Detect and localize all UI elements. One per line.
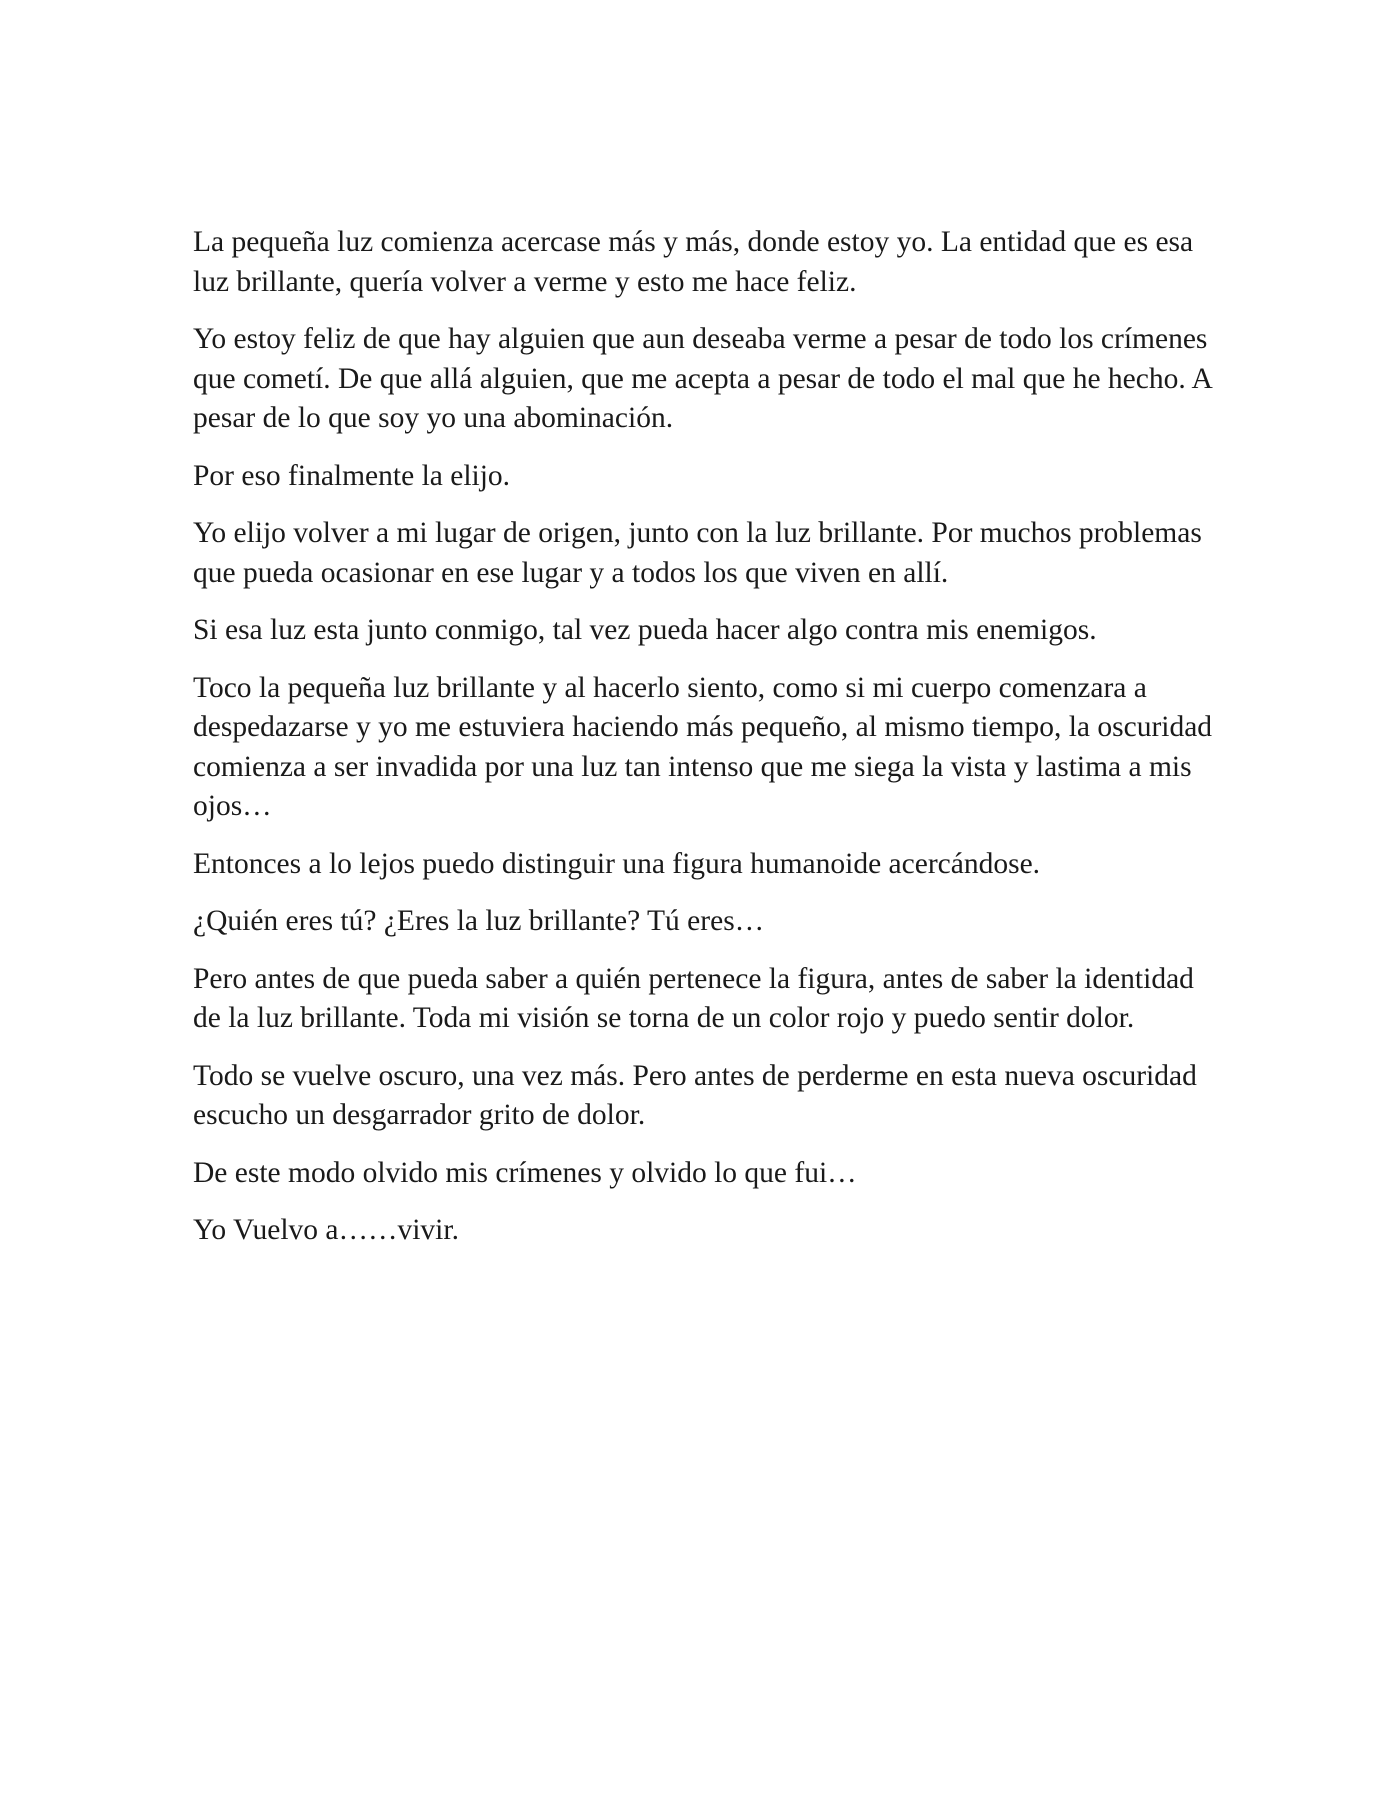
document-body [193, 223, 1223, 1269]
paragraph: ¿Quién eres tú? ¿Eres la luz brillante? Tú eres… [193, 905, 765, 937]
paragraph: Toco la pequeña luz brillante y al hacerlo siento, como si mi cuerpo comenzara a despedazarse y yo me estuviera haciendo más pequeño, al mismo tiempo, la oscuridad comienza a ser invadida por una luz tan intenso que me siega la vista y lastima a mis ojos… [193, 671, 1213, 822]
paragraph: Yo Vuelvo a……vivir. [193, 1214, 459, 1246]
paragraph: Pero antes de que pueda saber a quién pertenece la figura, antes de saber la identidad de la luz brillante. Toda mi visión se torna de un color rojo y puedo sentir dolor. [193, 962, 1194, 1034]
paragraph: Entonces a lo lejos puedo distinguir una figura humanoide acercándose. [193, 847, 1041, 880]
paragraph: Todo se vuelve oscuro, una vez más. Pero antes de perderme en esta nueva oscuridad escucho un desgarrador grito de dolor. [193, 1059, 1197, 1131]
paragraph: Yo estoy feliz de que hay alguien que aun deseaba verme a pesar de todo los crímenes que cometí. De que allá alguien, que me acepta a pesar de todo el mal que he hecho. A pesar de lo que soy yo una abominación. [193, 323, 1212, 434]
paragraph: De este modo olvido mis crímenes y olvido lo que fui… [193, 1156, 857, 1189]
paragraph: Yo elijo volver a mi lugar de origen, junto con la luz brillante. Por muchos problemas que pueda ocasionar en ese lugar y a todos los que viven en allí. [193, 517, 1202, 589]
paragraph: Si esa luz esta junto conmigo, tal vez pueda hacer algo contra mis enemigos. [193, 614, 1097, 646]
paragraph: La pequeña luz comienza acercase más y más, donde estoy yo. La entidad que es esa luz brillante, quería volver a verme y esto me hace feliz. [193, 226, 1194, 298]
paragraph: Por eso finalmente la elijo. [193, 459, 511, 492]
